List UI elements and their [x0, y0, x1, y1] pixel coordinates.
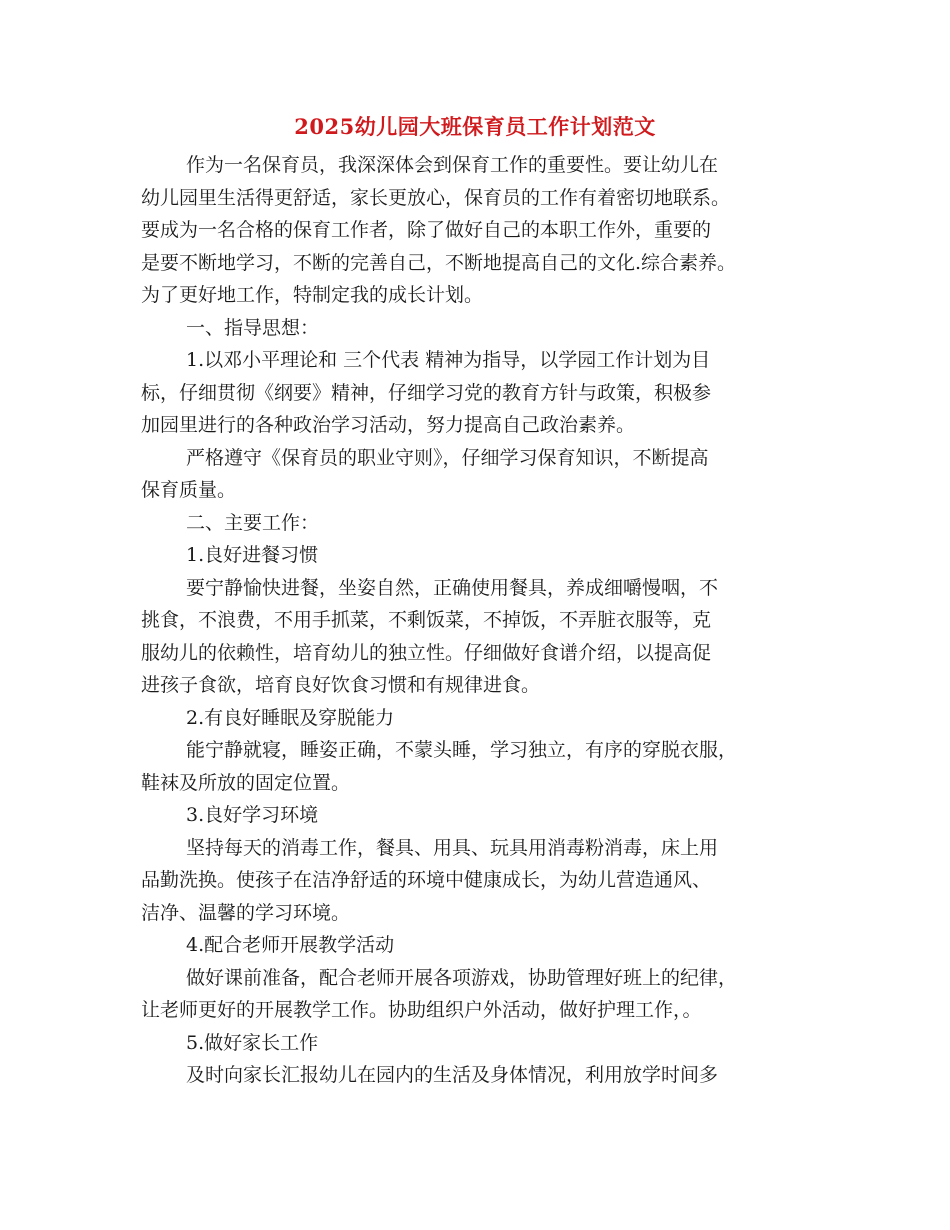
text-line: 让老师更好的开展教学工作。协助组织户外活动，做好护理工作，。 [141, 999, 702, 1021]
text-line: 二、主要工作： [186, 511, 320, 534]
text-line: 严格遵守《保育员的职业守则》，仔细学习保育知识，不断提高 [186, 446, 709, 469]
text-line: 鞋袜及所放的固定位置。 [141, 771, 351, 794]
text-line: 品勤洗换。使孩子在洁净舒适的环境中健康成长，为幼儿营造通风、 [141, 869, 712, 891]
text-line: 做好课前准备，配合老师开展各项游戏，协助管理好班上的纪律， [186, 966, 738, 989]
text-line: 2.有良好睡眠及穿脱能力 [186, 706, 395, 729]
text-line: 进孩子食欲，培育良好饮食习惯和有规律进食。 [141, 674, 541, 696]
text-line: 3.良好学习环境 [186, 804, 319, 826]
text-line: 5.做好家长工作 [186, 1031, 319, 1054]
document-body [141, 149, 813, 1092]
text-line: 为了更好地工作，特制定我的成长计划。 [141, 284, 484, 306]
text-line: 坚持每天的消毒工作，餐具、用具、玩具用消毒粉消毒，床上用 [186, 836, 719, 859]
text-line: 要宁静愉快进餐，坐姿自然，正确使用餐具，养成细嚼慢咽，不 [186, 576, 719, 599]
text-line: 作为一名保育员，我深深体会到保育工作的重要性。要让幼儿在 [186, 154, 719, 176]
text-line: 服幼儿的依赖性，培育幼儿的独立性。仔细做好食谱介绍，以提高促 [141, 641, 712, 664]
text-line: 洁净、温馨的学习环境。 [141, 901, 351, 924]
text-line: 加园里进行的各种政治学习活动，努力提高自己政治素养。 [141, 414, 636, 436]
text-line: 幼儿园里生活得更舒适，家长更放心，保育员的工作有着密切地联系。 [141, 186, 731, 209]
text-line: 挑食，不浪费，不用手抓菜，不剩饭菜，不掉饭，不弄脏衣服等，克 [141, 609, 712, 631]
text-line: 4.配合老师开展教学活动 [186, 934, 395, 956]
text-line: 一、指导思想： [186, 316, 320, 339]
text-line: 要成为一名合格的保育工作者，除了做好自己的本职工作外，重要的 [141, 219, 712, 241]
text-line: 1.以邓小平理论和 三个代表 精神为指导，以学园工作计划为目 [186, 349, 711, 371]
text-line: 能宁静就寝，睡姿正确，不蒙头睡，学习独立，有序的穿脱衣服， [186, 739, 738, 761]
text-line: 标，仔细贯彻《纲要》精神，仔细学习党的教育方针与政策，积极参 [141, 381, 712, 404]
text-line: 及时向家长汇报幼儿在园内的生活及身体情况，利用放学时间多 [186, 1064, 719, 1086]
text-line: 保育质量。 [141, 479, 237, 501]
text-line: 1.良好进餐习惯 [186, 544, 319, 566]
text-line: 是要不断地学习，不断的完善自己，不断地提高自己的文化.综合素养。 [141, 251, 737, 274]
document-title: 2025幼儿园大班保育员工作计划范文 [294, 114, 656, 139]
